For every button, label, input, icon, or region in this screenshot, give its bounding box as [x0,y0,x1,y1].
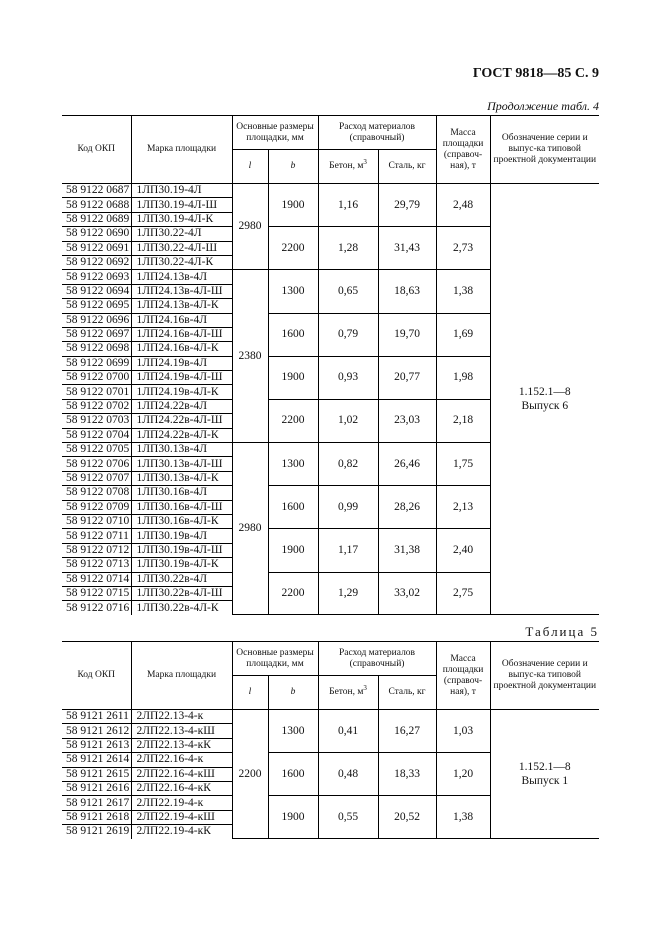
mark-cell: 1ЛП24.19в-4Л-К [131,385,232,399]
steel-cell: 28,26 [378,486,436,529]
header-l: l [232,150,268,184]
doc-series-line: 1.152.1—8 [518,386,571,399]
okp-code-cell: 58 9121 2613 [62,738,131,752]
mass-cell: 1,38 [436,796,490,839]
okp-code-cell: 58 9122 0716 [66,601,130,614]
mark-cell: 2ЛП22.19-4-кШ [131,810,232,824]
mass-cell: 1,69 [436,313,490,356]
mark-cell: 1ЛП30.19-4Л-К [131,212,232,226]
steel-cell: 20,52 [378,796,436,839]
mark-cell: 1ЛП24.19в-4Л-Ш [131,371,232,385]
beton-cell: 1,17 [318,529,378,572]
steel-cell: 31,38 [378,529,436,572]
okp-code-cell: 58 9121 2619 [66,825,130,838]
steel-cell: 20,77 [378,356,436,399]
mark-cell: 1ЛП30.13в-4Л-Ш [131,457,232,471]
length-l-cell: 2980 [232,184,268,270]
okp-code-cell: 58 9122 0699 [62,356,131,370]
mark-cell: 1ЛП30.13в-4Л [131,443,232,457]
okp-code-cell: 58 9122 0707 [62,471,131,485]
mark-cell: 1ЛП30.22в-4Л [131,572,232,586]
b-cell: 1900 [268,796,318,839]
mark-cell: 1ЛП30.16в-4Л-К [131,514,232,528]
beton-cell: 0,55 [318,796,378,839]
header-mark: Марка площадки [131,642,232,710]
mark-cell: 1ЛП30.16в-4Л [131,486,232,500]
mark-cell: 2ЛП22.13-4-к [131,710,232,724]
okp-code-cell: 58 9122 0687 [62,184,131,198]
mark-cell: 1ЛП30.19в-4Л [131,529,232,543]
mark-cell: 1ЛП24.22в-4Л-Ш [131,414,232,428]
doc-series-cell [490,184,599,615]
mass-cell: 1,03 [436,710,490,753]
okp-code-cell: 58 9122 0688 [62,198,131,212]
b-cell: 1900 [268,356,318,399]
beton-cell: 0,82 [318,443,378,486]
mark-cell: 1ЛП30.22-4Л-Ш [131,241,232,255]
mark-cell: 2ЛП22.16-4-кШ [131,767,232,781]
mark-cell: 1ЛП24.16в-4Л [131,313,232,327]
header-dims: Основные размеры площадки, мм [232,116,318,150]
okp-code-cell: 58 9122 0689 [62,212,131,226]
mark-cell: 2ЛП22.13-4-кШ [131,724,232,738]
beton-cell: 1,29 [318,572,378,615]
b-cell: 1600 [268,753,318,796]
okp-code-cell: 58 9122 0698 [62,342,131,356]
b-cell: 1600 [268,486,318,529]
okp-code-cell: 58 9122 0712 [62,543,131,557]
mark-cell: 2ЛП22.13-4-кК [131,738,232,752]
header-l: l [232,676,268,710]
okp-code-cell: 58 9122 0714 [62,572,131,586]
header-b: b [268,676,318,710]
steel-cell: 19,70 [378,313,436,356]
header-mass: Масса площадки (справоч-ная), т [436,642,490,710]
mass-cell: 2,75 [436,572,490,615]
beton-cell: 1,16 [318,184,378,227]
okp-code-cell: 58 9122 0704 [62,428,131,442]
mark-cell: 1ЛП30.19в-4Л-Ш [131,543,232,557]
mark-cell: 1ЛП30.19в-4Л-К [131,558,232,572]
mark-cell: 1ЛП24.13в-4Л [131,270,232,284]
b-cell: 1900 [268,184,318,227]
b-cell: 2200 [268,399,318,442]
okp-code-cell: 58 9122 0690 [62,227,131,241]
table-5 [62,641,599,839]
mass-cell: 2,13 [436,486,490,529]
header-doc: Обозначение серии и выпус-ка типовой проектной документации [490,116,599,184]
header-steel: Сталь, кг [378,150,436,184]
okp-code-cell: 58 9122 0697 [62,327,131,341]
b-cell: 2200 [268,572,318,615]
beton-cell: 0,65 [318,270,378,313]
beton-cell: 0,41 [318,710,378,753]
doc-series-line: Выпуск 1 [521,775,569,787]
header-mark: Марка площадки [131,116,232,184]
steel-cell: 18,33 [378,753,436,796]
mark-cell: 2ЛП22.19-4-к [131,796,232,810]
table-row [62,184,599,198]
steel-cell: 18,63 [378,270,436,313]
header-materials: Расход материалов (справочный) [318,642,436,676]
table-4 [62,115,599,615]
okp-code-cell: 58 9122 0702 [62,399,131,413]
okp-code-cell: 58 9122 0691 [62,241,131,255]
length-l-cell: 2380 [232,270,268,443]
doc-series-line: 1.152.1—8 [518,761,571,773]
okp-code-cell: 58 9122 0695 [62,299,131,313]
mass-cell: 2,40 [436,529,490,572]
table-continuation-label: Продолжение табл. 4 [487,99,599,113]
okp-code-cell: 58 9121 2618 [62,810,131,824]
mark-cell: 1ЛП24.22в-4Л-К [131,428,232,442]
b-cell: 1300 [268,710,318,753]
beton-cell: 0,93 [318,356,378,399]
okp-code-cell: 58 9121 2612 [62,724,131,738]
steel-cell: 29,79 [378,184,436,227]
table-row [62,710,599,724]
mark-cell: 1ЛП30.22-4Л-К [131,255,232,269]
header-materials: Расход материалов (справочный) [318,116,436,150]
mass-cell: 2,48 [436,184,490,227]
mark-cell: 1ЛП30.22в-4Л-К [131,601,232,615]
steel-cell: 23,03 [378,399,436,442]
b-cell: 1300 [268,443,318,486]
beton-cell: 1,28 [318,227,378,270]
header-b: b [268,150,318,184]
mass-cell: 1,38 [436,270,490,313]
beton-cell: 1,02 [318,399,378,442]
mark-cell: 1ЛП24.16в-4Л-Ш [131,327,232,341]
okp-code-cell: 58 9122 0694 [62,284,131,298]
mark-cell: 1ЛП30.19-4Л-Ш [131,198,232,212]
okp-code-cell: 58 9122 0703 [62,414,131,428]
b-cell: 2200 [268,227,318,270]
mark-cell: 1ЛП24.22в-4Л [131,399,232,413]
beton-cell: 0,99 [318,486,378,529]
okp-code-cell: 58 9122 0711 [62,529,131,543]
steel-cell: 33,02 [378,572,436,615]
mark-cell: 2ЛП22.16-4-кК [131,781,232,795]
header-doc: Обозначение серии и выпус-ка типовой проектной документации [490,642,599,710]
okp-code-cell: 58 9121 2616 [62,781,131,795]
mark-cell: 1ЛП24.16в-4Л-К [131,342,232,356]
okp-code-cell: 58 9121 2617 [62,796,131,810]
okp-code-cell: 58 9122 0713 [62,558,131,572]
okp-code-cell: 58 9122 0705 [62,443,131,457]
mass-cell: 2,18 [436,399,490,442]
header-dims: Основные размеры площадки, мм [232,642,318,676]
mark-cell: 1ЛП30.22в-4Л-Ш [131,586,232,600]
mark-cell: 1ЛП24.13в-4Л-Ш [131,284,232,298]
steel-cell: 26,46 [378,443,436,486]
okp-code-cell: 58 9121 2614 [62,753,131,767]
steel-cell: 16,27 [378,710,436,753]
okp-code-cell: 58 9122 0696 [62,313,131,327]
okp-code-cell: 58 9122 0709 [62,500,131,514]
mark-cell: 1ЛП24.13в-4Л-К [131,299,232,313]
mark-cell: 1ЛП30.19-4Л [131,184,232,198]
okp-code-cell: 58 9121 2615 [62,767,131,781]
okp-code-cell: 58 9122 0692 [62,255,131,269]
header-code: Код ОКП [62,642,131,710]
doc-series-cell [490,710,599,839]
mark-cell: 2ЛП22.16-4-к [131,753,232,767]
header-mass: Масса площадки (справоч-ная), т [436,116,490,184]
mark-cell: 1ЛП30.16в-4Л-Ш [131,500,232,514]
steel-cell: 31,43 [378,227,436,270]
page-header: ГОСТ 9818—85 С. 9 [472,66,599,81]
okp-code-cell: 58 9121 2611 [62,710,131,724]
beton-cell: 0,79 [318,313,378,356]
okp-code-cell: 58 9122 0701 [62,385,131,399]
okp-code-cell: 58 9122 0715 [62,586,131,600]
length-l-cell: 2200 [232,710,268,839]
beton-cell: 0,48 [318,753,378,796]
header-steel: Сталь, кг [378,676,436,710]
okp-code-cell: 58 9122 0700 [62,371,131,385]
doc-series-line: Выпуск 6 [521,400,569,413]
mass-cell: 1,20 [436,753,490,796]
header-code: Код ОКП [62,116,131,184]
length-l-cell: 2980 [232,443,268,615]
mark-cell: 1ЛП24.19в-4Л [131,356,232,370]
header-beton: Бетон, $м^3$ [318,676,378,710]
okp-code-cell: 58 9122 0693 [62,270,131,284]
mass-cell: 1,98 [436,356,490,399]
mass-cell: 1,75 [436,443,490,486]
mark-cell: 1ЛП30.13в-4Л-К [131,471,232,485]
mass-cell: 2,73 [436,227,490,270]
b-cell: 1300 [268,270,318,313]
mark-cell: 2ЛП22.19-4-кК [131,825,232,839]
okp-code-cell: 58 9122 0708 [62,486,131,500]
okp-code-cell: 58 9122 0706 [62,457,131,471]
table-5-title: Таблица 5 [525,624,599,639]
b-cell: 1900 [268,529,318,572]
header-beton: Бетон, $м^3$ [318,150,378,184]
okp-code-cell: 58 9122 0710 [62,514,131,528]
b-cell: 1600 [268,313,318,356]
mark-cell: 1ЛП30.22-4Л [131,227,232,241]
